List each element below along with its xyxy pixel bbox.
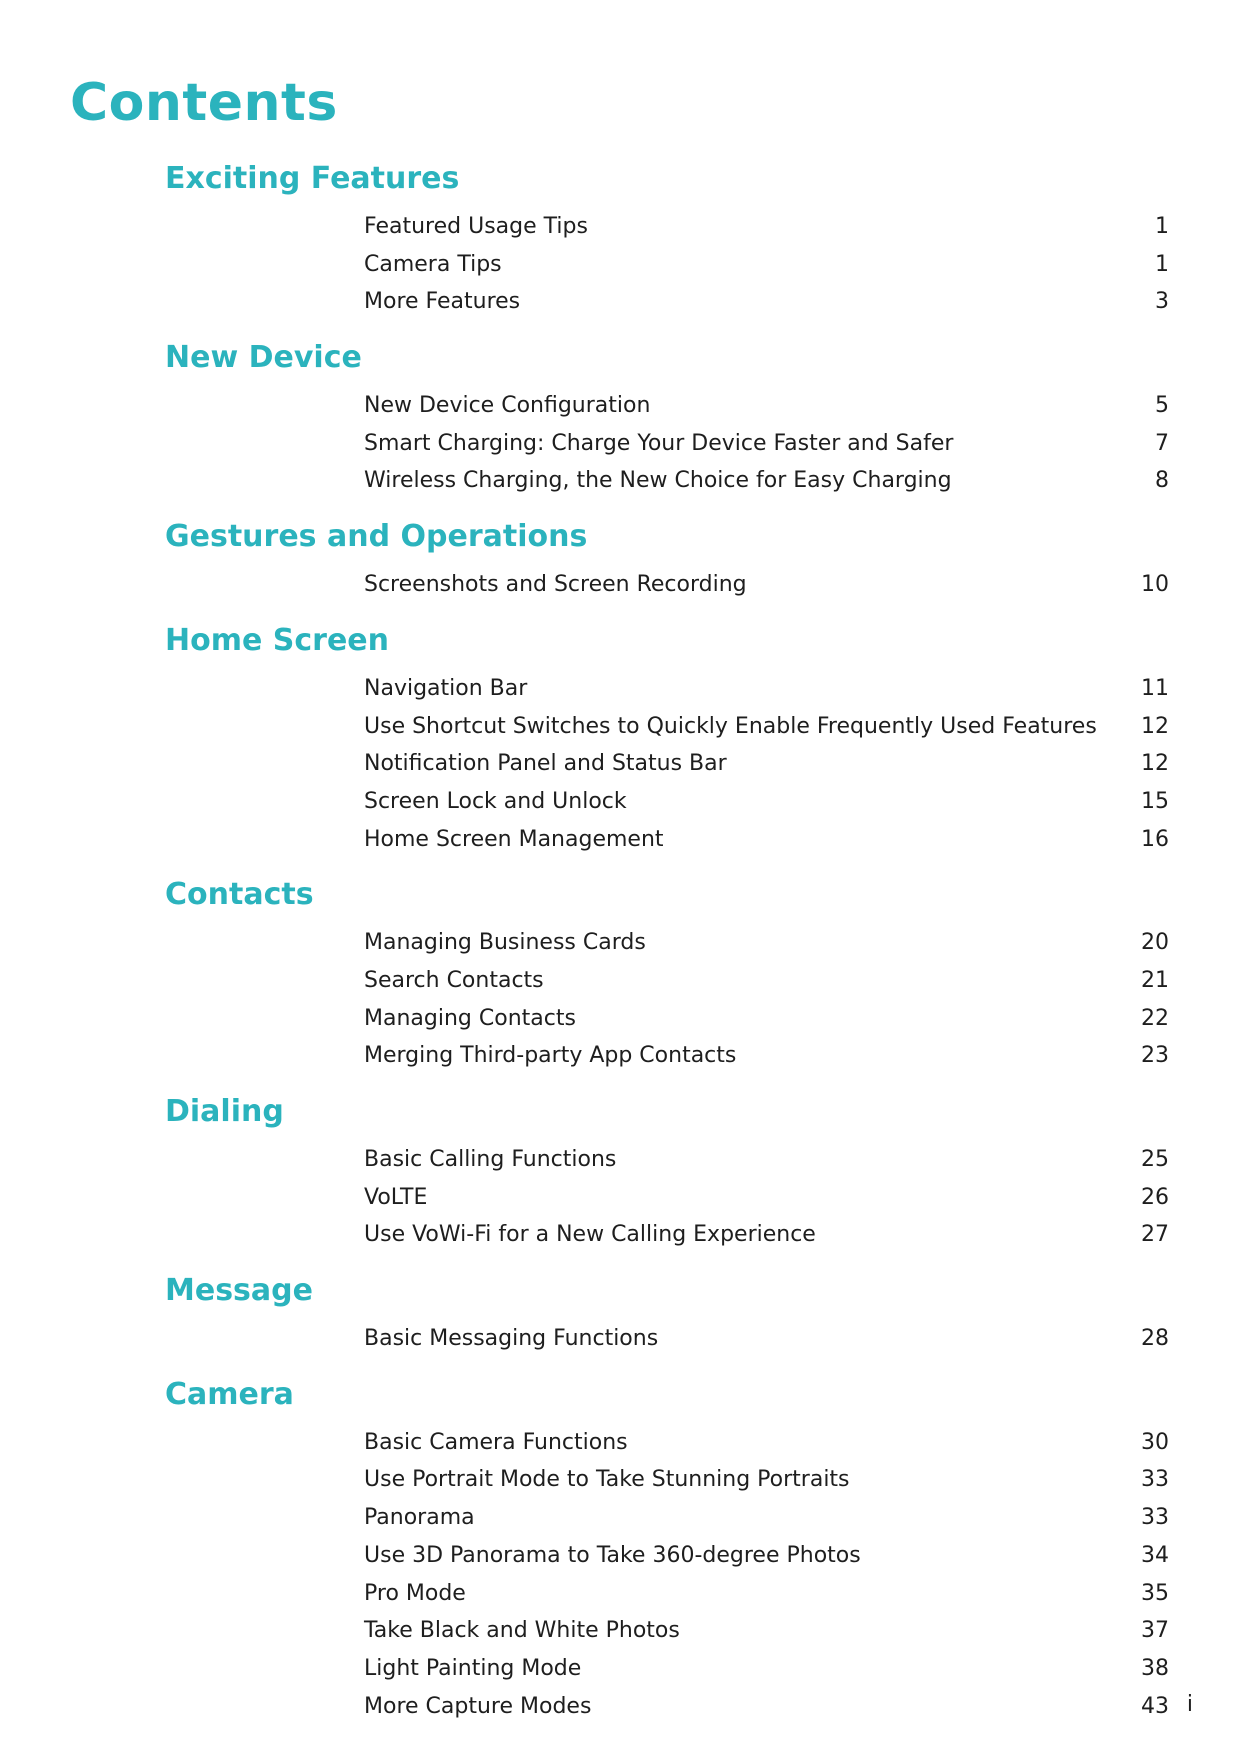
toc-entry[interactable] (0, 1688, 1241, 1726)
toc-entry-page-number: 21 (1141, 967, 1169, 993)
toc-entry-page-number: 5 (1155, 393, 1169, 419)
toc-entry-page-number: 11 (1141, 675, 1169, 701)
toc-entry-title: Smart Charging: Charge Your Device Faster and Safer (364, 430, 954, 456)
section-title[interactable]: Dialing (165, 1094, 284, 1129)
toc-entry-page-number: 3 (1155, 289, 1169, 315)
toc-entry-title: Notification Panel and Status Bar (364, 751, 727, 777)
toc-entry-page-number: 30 (1141, 1429, 1169, 1455)
toc-entry-page-number: 16 (1141, 826, 1169, 852)
toc-entry-page-number: 8 (1155, 468, 1169, 494)
toc-section (0, 620, 1241, 858)
toc-entry[interactable] (0, 566, 1241, 604)
toc-entry-page-number: 37 (1141, 1618, 1169, 1644)
toc-entry-title: Camera Tips (364, 251, 502, 277)
toc-entry-page-number: 12 (1141, 751, 1169, 777)
toc-entry-page-number: 15 (1141, 788, 1169, 814)
toc-entry-title: Pro Mode (364, 1580, 466, 1606)
page-title: Contents (70, 73, 338, 133)
toc-entry-title: Merging Third-party App Contacts (364, 1043, 737, 1069)
toc-entry-title: New Device Configuration (364, 393, 651, 419)
toc-entry-page-number: 23 (1141, 1043, 1169, 1069)
section-title[interactable]: Gestures and Operations (165, 519, 588, 555)
toc-entry-page-number: 20 (1141, 930, 1169, 956)
toc-entry-page-number: 38 (1141, 1655, 1169, 1681)
section-title[interactable]: Camera (165, 1376, 294, 1412)
toc-entry[interactable] (0, 425, 1241, 463)
toc-entry[interactable] (0, 1141, 1241, 1179)
toc-entry-title: Take Black and White Photos (364, 1618, 680, 1644)
section-title[interactable]: Exciting Features (165, 161, 460, 196)
toc-entry-title: Navigation Bar (364, 675, 528, 701)
toc-entry-title: Use Shortcut Switches to Quickly Enable Frequently Used Features (364, 713, 1097, 739)
toc-entry-list (0, 670, 1241, 858)
toc-entry[interactable] (0, 462, 1241, 500)
toc-entry-list (0, 924, 1241, 1075)
toc-entry-title: More Capture Modes (364, 1693, 592, 1719)
toc-entry-page-number: 10 (1141, 572, 1169, 598)
toc-entry[interactable] (0, 821, 1241, 859)
section-title[interactable]: Contacts (165, 877, 314, 913)
toc-entry[interactable] (0, 208, 1241, 246)
toc-entry-title: Wireless Charging, the New Choice for Easy Charging (364, 468, 952, 494)
toc-entry-list (0, 1424, 1241, 1726)
toc-entry-title: Use Portrait Mode to Take Stunning Portraits (364, 1467, 850, 1493)
toc-entry[interactable] (0, 670, 1241, 708)
toc-entry-title: Managing Contacts (364, 1005, 576, 1031)
toc-entry-title: Light Painting Mode (364, 1655, 582, 1681)
toc-entry-page-number: 22 (1141, 1005, 1169, 1031)
toc-entry[interactable] (0, 1424, 1241, 1462)
toc-entry-page-number: 12 (1141, 713, 1169, 739)
toc-entry[interactable] (0, 1037, 1241, 1075)
toc-entry-page-number: 34 (1141, 1542, 1169, 1568)
toc-entry[interactable] (0, 708, 1241, 746)
toc-section (0, 516, 1241, 604)
toc-entry[interactable] (0, 1216, 1241, 1254)
toc-entry[interactable] (0, 283, 1241, 321)
toc-entry[interactable] (0, 783, 1241, 821)
toc-entry[interactable] (0, 1499, 1241, 1537)
toc-entry-page-number: 33 (1141, 1467, 1169, 1493)
toc-entry-list (0, 566, 1241, 604)
toc-entry-title: Use 3D Panorama to Take 360-degree Photos (364, 1542, 861, 1568)
toc-entry[interactable] (0, 1179, 1241, 1217)
toc-entry-title: More Features (364, 289, 521, 315)
toc-entry-title: Basic Messaging Functions (364, 1326, 659, 1352)
toc-section (0, 337, 1241, 500)
toc-section (0, 158, 1241, 321)
toc-entry-list (0, 1320, 1241, 1358)
toc-section (0, 1374, 1241, 1726)
toc-entry-page-number: 28 (1141, 1326, 1169, 1352)
toc-entry-title: VoLTE (364, 1184, 428, 1210)
toc-entry[interactable] (0, 1537, 1241, 1575)
toc-entry[interactable] (0, 962, 1241, 1000)
toc-entry-page-number: 26 (1141, 1184, 1169, 1210)
toc-entry-page-number: 33 (1141, 1505, 1169, 1531)
toc-entry[interactable] (0, 246, 1241, 284)
page-number: i (1186, 1692, 1193, 1717)
toc-section (0, 1091, 1241, 1254)
toc-entry-title: Screen Lock and Unlock (364, 788, 627, 814)
toc-entry-title: Managing Business Cards (364, 930, 646, 956)
toc-entry-page-number: 1 (1155, 214, 1169, 239)
toc-entry-page-number: 1 (1155, 251, 1169, 277)
toc-section (0, 1270, 1241, 1358)
toc-entry-title: Screenshots and Screen Recording (364, 572, 747, 598)
toc-entry[interactable] (0, 387, 1241, 425)
table-of-contents (0, 158, 1241, 1741)
toc-entry-page-number: 7 (1155, 430, 1169, 456)
toc-entry-title: Home Screen Management (364, 826, 664, 852)
toc-entry[interactable] (0, 1612, 1241, 1650)
toc-entry-page-number: 35 (1141, 1580, 1169, 1606)
toc-entry-title: Basic Calling Functions (364, 1147, 617, 1172)
toc-entry-title: Featured Usage Tips (364, 214, 588, 239)
toc-section (0, 874, 1241, 1075)
toc-entry-page-number: 43 (1141, 1693, 1169, 1719)
toc-entry[interactable] (0, 1000, 1241, 1038)
toc-entry-title: Use VoWi-Fi for a New Calling Experience (364, 1222, 816, 1248)
section-title[interactable]: Message (165, 1273, 313, 1309)
toc-entry-list (0, 208, 1241, 321)
toc-entry-list (0, 1141, 1241, 1254)
toc-entry[interactable] (0, 1461, 1241, 1499)
toc-entry-title: Panorama (364, 1505, 475, 1531)
toc-entry-title: Search Contacts (364, 967, 544, 993)
toc-entry-title: Basic Camera Functions (364, 1429, 628, 1455)
toc-entry[interactable] (0, 1320, 1241, 1358)
toc-entry[interactable] (0, 1575, 1241, 1613)
toc-entry[interactable] (0, 924, 1241, 962)
toc-entry-page-number: 25 (1141, 1147, 1169, 1172)
section-title[interactable]: Home Screen (165, 622, 390, 658)
section-title[interactable]: New Device (165, 340, 362, 376)
toc-entry[interactable] (0, 1650, 1241, 1688)
toc-entry[interactable] (0, 745, 1241, 783)
toc-entry-page-number: 27 (1141, 1222, 1169, 1248)
toc-entry-list (0, 387, 1241, 500)
